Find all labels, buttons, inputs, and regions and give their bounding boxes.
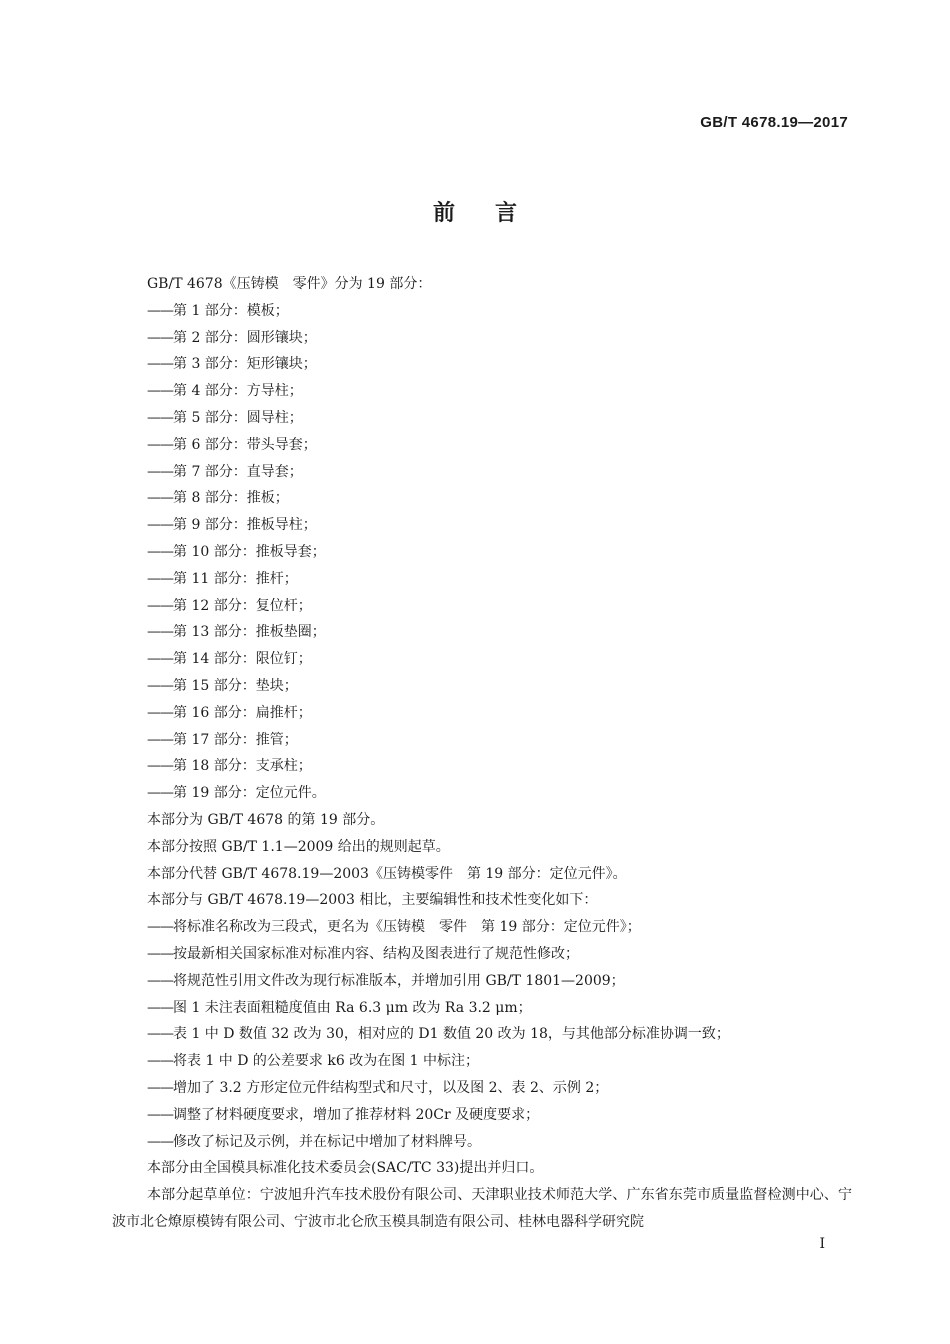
dash: ——: [147, 1106, 173, 1123]
list-item: [112, 485, 852, 512]
list-item: [112, 432, 852, 459]
list-item: [112, 512, 852, 539]
list-item-text: 第 19 部分：定位元件。: [173, 785, 326, 802]
list-item: [112, 566, 852, 593]
list-item-text: 第 14 部分：限位钉；: [173, 651, 312, 668]
list-item: [112, 1075, 852, 1102]
list-item: [112, 1048, 852, 1075]
list-item-text: 第 5 部分：圆导柱；: [173, 409, 303, 426]
dash: ——: [147, 1079, 173, 1096]
list-item: [112, 780, 852, 807]
dash: ——: [147, 543, 173, 560]
foreword-body: [112, 271, 852, 1236]
dash: ——: [147, 1026, 173, 1043]
list-item: [112, 941, 852, 968]
list-item: [112, 1102, 852, 1129]
list-item: [112, 1021, 852, 1048]
dash: ——: [147, 570, 173, 587]
list-item-text: 修改了标记及示例，并在标记中增加了材料牌号。: [173, 1133, 481, 1150]
drafting-rules-statement: 本部分按照 GB/T 1.1—2009 给出的规则起草。: [147, 838, 450, 855]
dash: ——: [147, 919, 173, 936]
list-item-text: 增加了 3.2 方形定位元件结构型式和尺寸，以及图 2、表 2、示例 2；: [173, 1079, 609, 1096]
list-item: [112, 459, 852, 486]
part-of-statement: 本部分为 GB/T 4678 的第 19 部分。: [147, 811, 385, 828]
list-item-text: 第 1 部分：模板；: [173, 302, 289, 319]
page-title: 前言: [432, 201, 557, 226]
list-item-text: 将规范性引用文件改为现行标准版本，并增加引用 GB/T 1801—2009；: [173, 972, 625, 989]
list-item: [112, 646, 852, 673]
replaces-statement: 本部分代替 GB/T 4678.19—2003《压铸模零件 第 19 部分：定位元件》。: [147, 865, 627, 882]
intro-line: GB/T 4678《压铸模 零件》分为 19 部分：: [147, 276, 432, 292]
list-item: [112, 298, 852, 325]
dash: ——: [147, 302, 173, 319]
dash: ——: [147, 463, 173, 480]
dash: ——: [147, 1053, 173, 1070]
list-item: [112, 753, 852, 780]
list-item-text: 第 2 部分：圆形镶块；: [173, 329, 317, 346]
parts-list: [112, 298, 852, 807]
dash: ——: [147, 785, 173, 802]
dash: ——: [147, 329, 173, 346]
dash: ——: [147, 731, 173, 748]
dash: ——: [147, 1133, 173, 1150]
drafting-units-paragraph: 本部分起草单位：宁波旭升汽车技术股份有限公司、天津职业技术师范大学、广东省东莞市质量监督检测中心、宁波市北仑燎原模铸有限公司、宁波市北仑欣玉模具制造有限公司、桂林电器科学研究院: [112, 1187, 852, 1230]
dash: ——: [147, 624, 173, 641]
list-item: [112, 700, 852, 727]
list-item: [112, 539, 852, 566]
list-item-text: 第 8 部分：推板；: [173, 490, 289, 507]
list-item-text: 将表 1 中 D 的公差要求 k6 改为在图 1 中标注；: [173, 1053, 480, 1070]
dash: ——: [147, 704, 173, 721]
list-item: [112, 593, 852, 620]
list-item: [112, 727, 852, 754]
page-number: I: [819, 1236, 825, 1252]
changes-intro: 本部分与 GB/T 4678.19—2003 相比，主要编辑性和技术性变化如下：: [147, 892, 598, 909]
dash: ——: [147, 517, 173, 534]
list-item-text: 第 17 部分：推管；: [173, 731, 298, 748]
list-item: [112, 325, 852, 352]
dash: ——: [147, 409, 173, 426]
list-item-text: 第 13 部分：推板垫圈；: [173, 624, 326, 641]
list-item: [112, 619, 852, 646]
list-item-text: 第 9 部分：推板导柱；: [173, 517, 317, 534]
dash: ——: [147, 999, 173, 1016]
list-item: [112, 995, 852, 1022]
dash: ——: [147, 651, 173, 668]
list-item-text: 按最新相关国家标准对标准内容、结构及图表进行了规范性修改；: [173, 945, 579, 962]
list-item: [112, 351, 852, 378]
dash: ——: [147, 945, 173, 962]
list-item-text: 第 15 部分：垫块；: [173, 677, 298, 694]
list-item-text: 第 10 部分：推板导套；: [173, 543, 326, 560]
list-item: [112, 405, 852, 432]
list-item-text: 图 1 未注表面粗糙度值由 Ra 6.3 μm 改为 Ra 3.2 μm；: [173, 999, 532, 1016]
list-item-text: 第 6 部分：带头导套；: [173, 436, 317, 453]
list-item-text: 将标准名称改为三段式，更名为《压铸模 零件 第 19 部分：定位元件》；: [173, 919, 641, 936]
list-item: [112, 968, 852, 995]
list-item-text: 调整了材料硬度要求，增加了推荐材料 20Cr 及硬度要求；: [173, 1106, 540, 1123]
proposed-by-statement: 本部分由全国模具标准化技术委员会(SAC/TC 33)提出并归口。: [147, 1160, 544, 1177]
dash: ——: [147, 383, 173, 400]
list-item-text: 表 1 中 D 数值 32 改为 30，相对应的 D1 数值 20 改为 18，与其他部分标准协调一致；: [173, 1026, 730, 1043]
list-item-text: 第 4 部分：方导柱；: [173, 383, 303, 400]
dash: ——: [147, 597, 173, 614]
list-item-text: 第 11 部分：推杆；: [173, 570, 298, 587]
dash: ——: [147, 356, 173, 373]
list-item-text: 第 18 部分：支承柱；: [173, 758, 312, 775]
list-item-text: 第 16 部分：扁推杆；: [173, 704, 312, 721]
list-item: [112, 673, 852, 700]
dash: ——: [147, 490, 173, 507]
dash: ——: [147, 436, 173, 453]
changes-list: [112, 914, 852, 1155]
dash: ——: [147, 972, 173, 989]
list-item-text: 第 12 部分：复位杆；: [173, 597, 312, 614]
dash: ——: [147, 677, 173, 694]
list-item-text: 第 3 部分：矩形镶块；: [173, 356, 317, 373]
list-item: [112, 378, 852, 405]
list-item: [112, 1129, 852, 1156]
dash: ——: [147, 758, 173, 775]
list-item: [112, 914, 852, 941]
list-item-text: 第 7 部分：直导套；: [173, 463, 303, 480]
standard-number: GB/T 4678.19—2017: [700, 114, 848, 131]
